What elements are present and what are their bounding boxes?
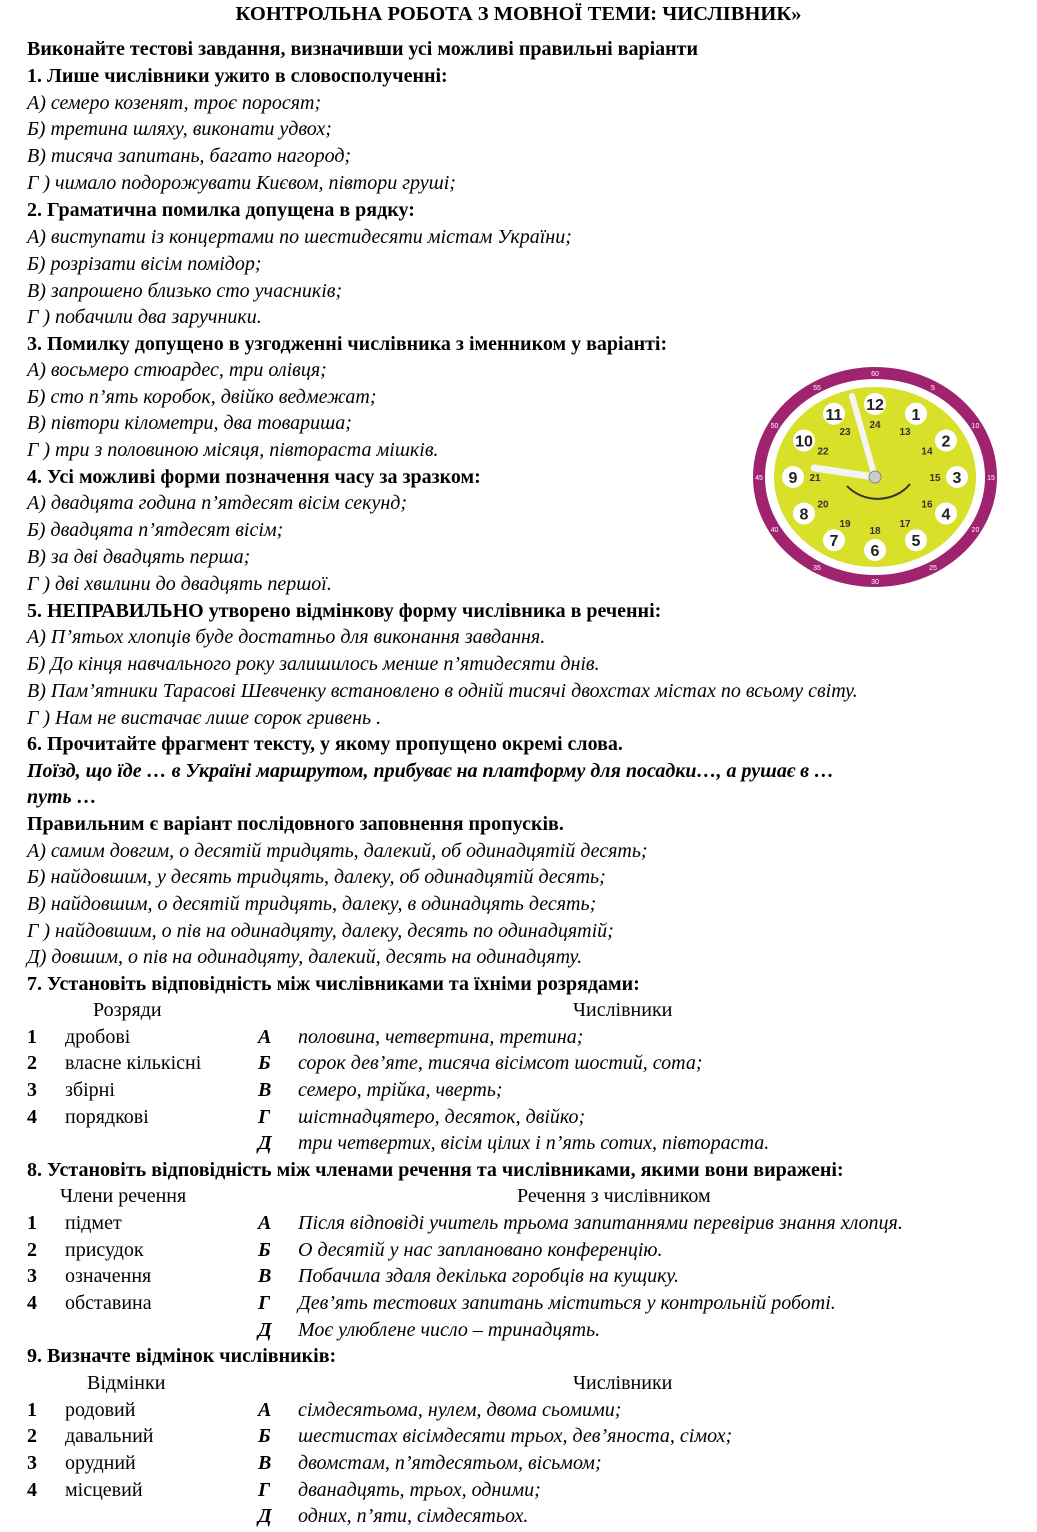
q8-right-item: О десятій у нас заплановано конференцію. — [298, 1239, 663, 1261]
clock-hour-label: 10 — [795, 433, 813, 451]
clock-center-pin — [869, 471, 881, 483]
q6-option-b: Б) найдовшим, у десять тридцять, далеку, об одинадцятій десять; — [27, 866, 606, 888]
question-6: 6. Прочитайте фрагмент тексту, у якому пропущено окремі слова. — [27, 733, 623, 755]
q9-left-item: родовий — [65, 1399, 136, 1421]
q8-header-left: Члени речення — [60, 1185, 187, 1207]
q9-right-letter: В — [258, 1452, 272, 1474]
q9-left-item: давальний — [65, 1425, 154, 1447]
q5-option-b: Б) До кінця навчального року залишилось менше п’ятидесяти днів. — [27, 653, 600, 675]
q7-right-letter: В — [258, 1079, 272, 1101]
clock-hour-label: 7 — [829, 533, 839, 551]
clock-24h-label: 14 — [921, 446, 933, 458]
q7-right-item: семеро, трійка, чверть; — [298, 1079, 503, 1101]
clock-hour-label: 12 — [866, 397, 884, 414]
clock-24h-label: 18 — [869, 526, 881, 537]
q5-option-g: Г ) Нам не вистачає лише сорок гривень . — [27, 707, 382, 729]
clock-24h-label: 22 — [817, 446, 829, 458]
q9-left-item: місцевий — [65, 1479, 143, 1501]
clock-24h-label: 24 — [869, 420, 881, 431]
q8-right-item: Після відповіді учитель трьома запитаннями перевірив знання хлопця. — [298, 1212, 903, 1234]
clock-24h-label: 21 — [809, 473, 821, 484]
q5-option-v: В) Пам’ятники Тарасові Шевченку встановлено в одній тисячі двохстах містах по всьому світу. — [27, 680, 858, 702]
clock-minute-label: 55 — [813, 384, 821, 392]
q7-header-left: Розряди — [93, 999, 162, 1021]
question-2: 2. Граматична помилка допущена в рядку: — [27, 199, 415, 221]
q4-option-v: В) за дві двадцять перша; — [27, 546, 251, 568]
question-3: 3. Помилку допущено в узгодженні числівника з іменником у варіанті: — [27, 333, 668, 355]
q8-left-item: обставина — [65, 1292, 152, 1314]
q1-option-a: А) семеро козенят, троє поросят; — [27, 92, 322, 114]
q9-right-item: сімдесятьома, нулем, двома сьомими; — [298, 1399, 622, 1421]
clock-minute-label: 5 — [931, 384, 935, 392]
q2-option-a: А) виступати із концертами по шестидесяти містам України; — [27, 226, 572, 248]
q3-option-g: Г ) три з половиною місяця, півтораста мішків. — [27, 439, 439, 461]
q1-option-g: Г ) чимало подорожувати Києвом, півтори груші; — [27, 172, 456, 194]
clock-minute-label: 50 — [770, 423, 779, 430]
q6-option-d: Д) довшим, о пів на одинадцяту, далекий, десять на одинадцяту. — [27, 946, 583, 968]
q6-option-g: Г ) найдовшим, о пів на одинадцяту, далеку, десять по одинадцятій; — [27, 920, 614, 942]
q4-option-b: Б) двадцята п’ятдесят вісім; — [27, 519, 284, 541]
q9-left-number: 3 — [27, 1452, 37, 1474]
q2-option-g: Г ) побачили два заручники. — [27, 306, 262, 328]
clock-hour-label: 3 — [952, 470, 962, 487]
clock-24h-label: 20 — [817, 499, 829, 511]
clock-minute-label: 40 — [770, 527, 779, 534]
q8-header-right: Речення з числівником — [517, 1185, 711, 1207]
clock-24h-label: 15 — [929, 473, 941, 484]
q3-option-a: А) восьмеро стюардес, три олівця; — [27, 359, 327, 381]
q3-option-b: Б) сто п’ять коробок, двійко ведмежат; — [27, 386, 377, 408]
clock-24h-label: 17 — [899, 518, 911, 530]
question-4: 4. Усі можливі форми позначення часу за зразком: — [27, 466, 481, 488]
clock-minute-label: 35 — [813, 565, 821, 573]
q9-left-item: орудний — [65, 1452, 136, 1474]
clock-24h-label: 13 — [899, 427, 911, 439]
clock-minute-label: 60 — [871, 371, 879, 378]
q9-right-letter: Г — [258, 1479, 271, 1501]
q9-left-number: 2 — [27, 1425, 37, 1447]
q8-right-letter: Б — [258, 1239, 271, 1261]
q9-header-right: Числівники — [573, 1372, 673, 1394]
q7-right-item: сорок дев’яте, тисяча вісімсот шостий, сота; — [298, 1052, 703, 1074]
q7-left-number: 1 — [27, 1026, 37, 1048]
q8-left-item: присудок — [65, 1239, 144, 1261]
q7-header-right: Числівники — [573, 999, 673, 1021]
q9-right-item: шестистах вісімдесяти трьох, дев’яноста, сімох; — [298, 1425, 733, 1447]
clock-24h-label: 19 — [839, 518, 851, 530]
q8-right-item: Моє улюблене число – тринадцять. — [298, 1319, 601, 1341]
question-5: 5. НЕПРАВИЛЬНО утворено відмінкову форму числівника в реченні: — [27, 600, 662, 622]
q7-right-letter: Г — [258, 1106, 271, 1128]
question-7: 7. Установіть відповідність між числівниками та їхніми розрядами: — [27, 973, 640, 995]
q8-right-letter: А — [258, 1212, 272, 1234]
q6-text-line-2: путь … — [27, 786, 97, 808]
clock-minute-label: 30 — [871, 579, 879, 586]
q7-left-item: збірні — [65, 1079, 115, 1101]
q9-right-item: двомстам, п’ятдесятьом, вісьмом; — [298, 1452, 602, 1474]
q8-right-item: Дев’ять тестових запитань міститься у контрольній роботі. — [298, 1292, 836, 1314]
q6-option-a: А) самим довгим, о десятій тридцять, далекий, об одинадцятій десять; — [27, 840, 648, 862]
clock-24h-label: 23 — [839, 427, 851, 439]
q7-right-letter: Б — [258, 1052, 271, 1074]
q8-left-item: підмет — [65, 1212, 122, 1234]
clock-hour-label: 11 — [825, 406, 843, 424]
q9-left-number: 1 — [27, 1399, 37, 1421]
q8-right-item: Побачила здаля декілька горобців на кущику. — [298, 1265, 680, 1287]
q7-left-item: порядкові — [65, 1106, 149, 1128]
q7-right-letter: А — [258, 1026, 272, 1048]
q8-left-number: 1 — [27, 1212, 37, 1234]
clock-hour-label: 6 — [870, 543, 880, 560]
q8-right-letter: В — [258, 1265, 272, 1287]
clock-minute-label: 45 — [755, 475, 763, 482]
q9-right-letter: Б — [258, 1425, 271, 1447]
q8-left-number: 3 — [27, 1265, 37, 1287]
q6-text-line-1: Поїзд, що їде … в Україні маршрутом, прибуває на платформу для посадки…, а рушає в … — [27, 760, 835, 782]
q8-left-item: означення — [65, 1265, 152, 1287]
q9-header-left: Відмінки — [87, 1372, 166, 1394]
q3-option-v: В) півтори кілометри, два товариша; — [27, 412, 352, 434]
clock-hour-label: 5 — [911, 533, 921, 551]
question-1: 1. Лише числівники ужито в словосполученні: — [27, 65, 448, 87]
question-9: 9. Визначте відмінок числівників: — [27, 1345, 337, 1367]
q9-right-letter: А — [258, 1399, 272, 1421]
q7-left-number: 3 — [27, 1079, 37, 1101]
q8-left-number: 2 — [27, 1239, 37, 1261]
q4-option-a: А) двадцята година п’ятдесят вісім секунд; — [27, 492, 408, 514]
clock-minute-label: 25 — [929, 565, 937, 573]
page-title: КОНТРОЛЬНА РОБОТА З МОВНОЇ ТЕМИ: ЧИСЛІВНИК» — [235, 3, 802, 25]
clock-minute-label: 10 — [971, 423, 980, 430]
q9-right-letter: Д — [258, 1505, 272, 1527]
q9-right-item: дванадцять, трьох, одними; — [298, 1479, 541, 1501]
clock-minute-label: 15 — [987, 475, 995, 482]
clock-illustration — [752, 366, 998, 588]
q2-option-b: Б) розрізати вісім помідор; — [27, 253, 262, 275]
q8-right-letter: Д — [258, 1319, 272, 1341]
q7-right-item: шістнадцятеро, десяток, двійко; — [298, 1106, 586, 1128]
q6-option-v: В) найдовшим, о десятій тридцять, далеку, в одинадцять десять; — [27, 893, 597, 915]
q5-option-a: А) П’ятьох хлопців буде достатньо для виконання завдання. — [27, 626, 546, 648]
q2-option-v: В) запрошено близько сто учасників; — [27, 280, 343, 302]
q6-subquestion: Правильним є варіант послідовного заповнення пропусків. — [27, 813, 564, 835]
q7-right-letter: Д — [258, 1132, 272, 1154]
question-8: 8. Установіть відповідність між членами речення та числівниками, якими вони виражені: — [27, 1159, 844, 1181]
clock-hour-label: 8 — [799, 506, 809, 524]
instruction: Виконайте тестові завдання, визначивши усі можливі правильні варіанти — [27, 38, 699, 60]
q7-right-item: половина, четвертина, третина; — [298, 1026, 584, 1048]
clock-hour-label: 1 — [911, 406, 921, 424]
q8-right-letter: Г — [258, 1292, 271, 1314]
clock-24h-label: 16 — [921, 499, 933, 511]
q7-left-number: 4 — [27, 1106, 37, 1128]
q9-left-number: 4 — [27, 1479, 37, 1501]
q7-left-item: власне кількісні — [65, 1052, 202, 1074]
q1-option-b: Б) третина шляху, виконати удвох; — [27, 118, 332, 140]
q8-left-number: 4 — [27, 1292, 37, 1314]
clock-hour-label: 4 — [941, 506, 951, 524]
q7-left-number: 2 — [27, 1052, 37, 1074]
clock-hour-label: 2 — [941, 433, 951, 451]
q9-right-item: одних, п’яти, сімдесятьох. — [298, 1505, 529, 1527]
clock-hour-label: 9 — [788, 470, 798, 487]
q7-right-item: три четвертих, вісім цілих і п’ять сотих, півтораста. — [298, 1132, 770, 1154]
q4-option-g: Г ) дві хвилини до двадцять першої. — [27, 573, 332, 595]
clock-minute-label: 20 — [971, 527, 980, 534]
q7-left-item: дробові — [65, 1026, 131, 1048]
q1-option-v: В) тисяча запитань, багато нагород; — [27, 145, 352, 167]
